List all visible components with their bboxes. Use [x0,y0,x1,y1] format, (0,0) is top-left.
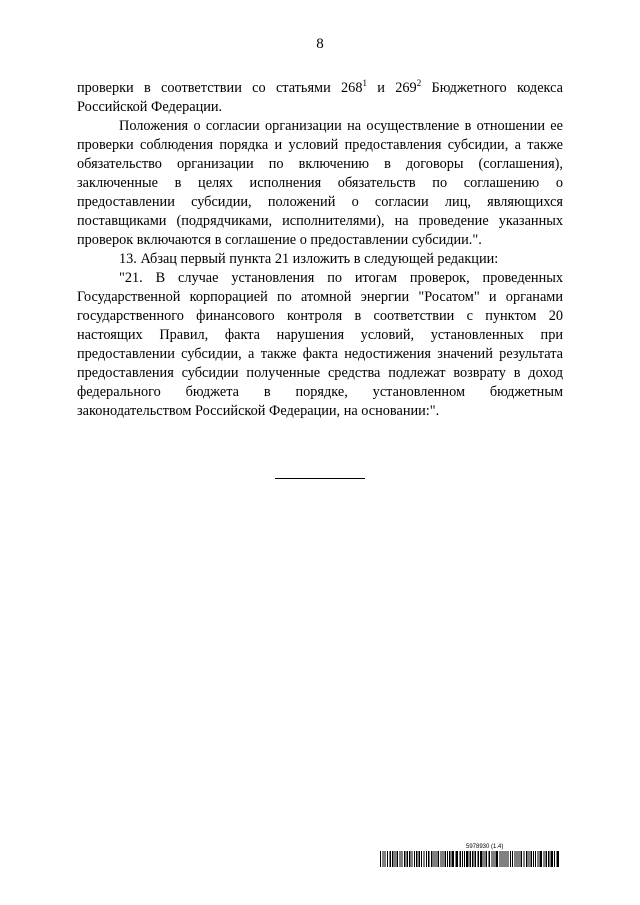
superscript-1: 1 [362,78,367,89]
separator-line [275,478,365,479]
paragraph-1-text-start: проверки в соответствии со статьями 268 [77,80,363,96]
barcode [380,851,560,867]
paragraph-4: "21. В случае установления по итогам проверок, проведенных Государственной корпорацией по атомной энергии "Росатом" и органами государственного финансового контроля в соответствии с пунктом 20 настоящих Правил, факта нарушения условий, установленных при предоставлении субсидии, а также факта недостижения значений результата предоставления субсидии полученные средства подлежат возврату в доход федерального бюджета в порядке, установленном бюджетным законодательством Российской Федерации, на основании:". [77,270,563,419]
page-number: 8 [316,36,324,52]
paragraph-1 [77,79,563,117]
document-body [77,79,563,421]
paragraph-1-text-mid: и 269 [366,80,417,96]
paragraph-3: 13. Абзац первый пункта 21 изложить в следующей редакции: [119,251,499,267]
barcode-caption: 5978930 (1.4) [466,844,504,850]
paragraph-2: Положения о согласии организации на осуществление в отношении ее проверки соблюдения порядка и условий предоставления субсидии, а также обязательство организации по включению в договоры (соглашения), заключенные в целях исполнения обязательств по соглашению о предоставлении субсидии, положений о согласии лиц, являющихся поставщиками (подрядчиками, исполнителями), на проведение указанных проверок включаются в соглашение о предоставлении субсидии.". [77,118,563,248]
superscript-2: 2 [416,78,422,89]
paragraph-1-text-end: Бюджетного кодекса Российской Федерации. [77,80,563,115]
